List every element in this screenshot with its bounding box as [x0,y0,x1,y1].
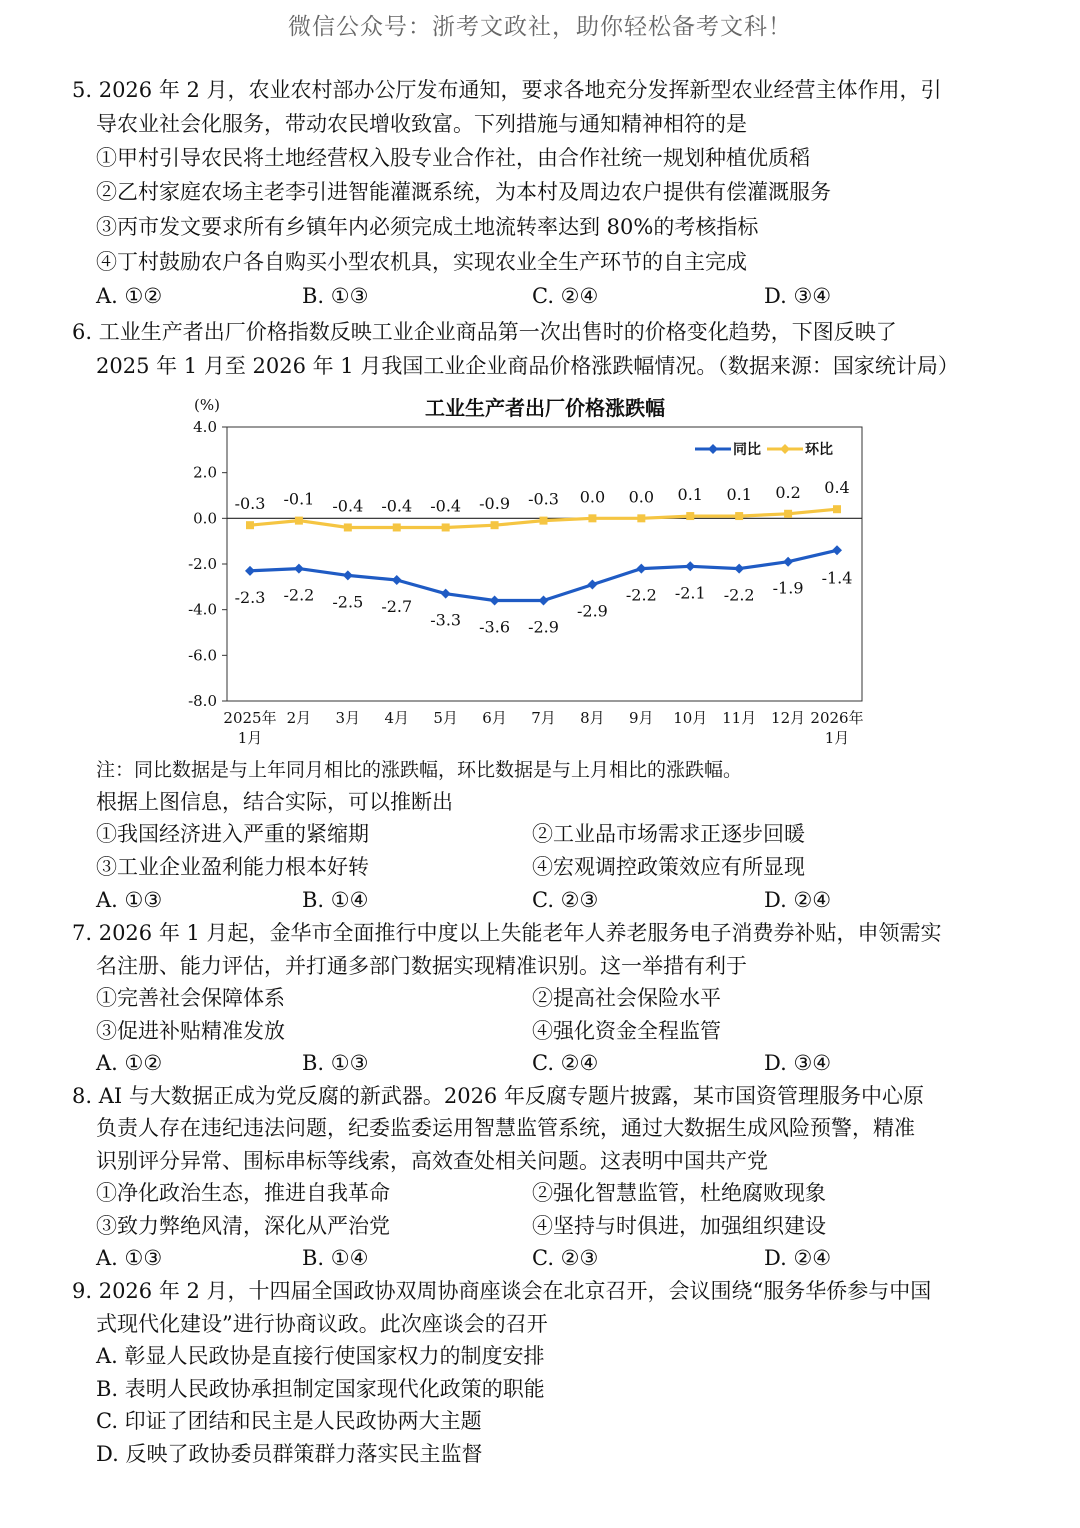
q9-choice-a[interactable]: A. 彰显人民政协是直接行使国家权力的制度安排 [96,1344,545,1368]
q7-choice-c[interactable]: C. ②④ [532,1051,599,1075]
chart-point-yoy [294,564,304,574]
chart-x-tick-label: 12月 [771,709,806,727]
q5-choice-d[interactable]: D. ③④ [764,284,832,308]
q7-stem-line-1: 7. 2026 年 1 月起，金华市全面推行中度以上失能老年人养老服务电子消费券补贴，申领需实 [72,921,942,945]
chart-data-label-yoy: -2.2 [625,585,657,605]
chart-x-tick-label: 2月 [286,709,312,727]
chart-data-label-mom: 0.0 [579,487,606,507]
chart-point-mom [295,517,303,525]
chart-point-mom [540,517,548,525]
q5-stem-line-1: 5. 2026 年 2 月，农业农村部办公厅发布通知，要求各地充分发挥新型农业经营主体作用，引 [72,78,942,102]
chart-x-tick-label: 9月 [629,709,654,727]
q6-item-4: ④宏观调控政策效应有所显现 [532,855,805,879]
chart-x-tick-label: 6月 [482,709,507,727]
chart-data-label-mom: 0.1 [677,485,703,505]
q7-choice-b[interactable]: B. ①③ [302,1051,369,1075]
q6-choice-c[interactable]: C. ②③ [532,888,599,912]
chart-y-unit: (%) [194,396,220,414]
chart-data-label-mom: 0.2 [775,482,801,502]
chart-point-mom [442,523,450,531]
q7-item-4: ④强化资金全程监管 [532,1019,721,1043]
chart-y-tick-label: -8.0 [188,692,217,710]
chart-x-tick-label: 1月 [824,729,850,747]
q6-choice-b[interactable]: B. ①④ [302,888,369,912]
chart-y-tick-label: 0.0 [193,509,217,528]
q5-choice-b[interactable]: B. ①③ [302,284,369,308]
q8-stem-line-2: 负责人存在违纪违法问题，纪委监委运用智慧监管系统，通过大数据生成风险预警，精准 [96,1116,915,1140]
chart-data-label-mom: -0.9 [479,494,511,514]
chart-data-label-yoy: -3.3 [430,610,462,630]
chart-point-yoy [343,570,353,580]
q8-stem-line-3: 识别评分异常、围标串标等线索，高效查处相关问题。这表明中国共产党 [96,1149,768,1173]
q6-item-1: ①我国经济进入严重的紧缩期 [96,822,369,846]
chart-point-mom [784,510,792,518]
q6-choice-d[interactable]: D. ②④ [764,888,832,912]
chart-y-tick-label: -4.0 [188,600,217,619]
q8-choice-c[interactable]: C. ②③ [532,1246,599,1270]
chart-x-tick-label: 1月 [237,729,263,747]
q8-choice-a[interactable]: A. ①③ [96,1246,163,1270]
chart-point-mom [686,512,694,520]
q7-choice-d[interactable]: D. ③④ [764,1051,832,1075]
chart-x-tick-label: 5月 [433,709,458,727]
chart-data-label-mom: -0.3 [528,489,559,509]
q6-stem-line-2: 2025 年 1 月至 2026 年 1 月我国工业企业商品价格涨跌幅情况。（数据来源：国家统计局） [96,354,959,378]
q9-choice-b[interactable]: B. 表明人民政协承担制定国家现代化政策的职能 [96,1377,545,1401]
chart-point-yoy [734,564,744,574]
chart-data-label-yoy: -2.9 [576,601,608,621]
q8-item-4: ④坚持与时俱进，加强组织建设 [532,1214,826,1238]
chart-data-label-yoy: -2.5 [332,592,364,612]
q7-item-1: ①完善社会保障体系 [96,986,285,1010]
q8-item-2: ②强化智慧监管，杜绝腐败现象 [532,1181,826,1205]
chart-legend-label: 环比 [805,442,833,458]
chart-data-label-yoy: -2.2 [283,585,315,605]
q5-stem-line-2: 导农业社会化服务，带动农民增收致富。下列措施与通知精神相符的是 [96,112,747,136]
chart-point-mom [833,505,841,513]
q5-choice-c[interactable]: C. ②④ [532,284,599,308]
chart-point-mom [735,512,743,520]
chart-point-yoy [783,557,793,567]
chart-data-label-mom: 0.4 [824,478,850,498]
chart-data-label-yoy: -2.3 [234,587,266,607]
q8-choice-b[interactable]: B. ①④ [302,1246,369,1270]
chart-x-tick-label: 4月 [384,709,410,727]
chart-x-tick-label: 7月 [531,709,556,727]
chart-x-tick-label: 3月 [335,709,361,727]
q6-stem-line-1: 6. 工业生产者出厂价格指数反映工业企业商品第一次出售时的价格变化趋势，下图反映了 [72,320,897,344]
chart-legend-label: 同比 [733,442,761,458]
chart-data-label-mom: -0.1 [283,489,315,509]
q7-item-2: ②提高社会保险水平 [532,986,721,1010]
q5-item-3: ③丙市发文要求所有乡镇年内必须完成土地流转率达到 80%的考核指标 [96,215,759,239]
chart-point-mom [246,521,254,529]
chart-point-yoy [832,545,842,555]
q8-choice-d[interactable]: D. ②④ [764,1246,832,1270]
chart-y-tick-label: -2.0 [188,555,217,573]
chart-point-yoy [539,596,549,606]
chart-point-yoy [392,575,402,585]
chart-point-yoy [636,564,646,574]
chart-legend-marker [708,444,718,454]
q7-choice-a[interactable]: A. ①② [96,1051,163,1075]
chart-data-label-mom: 0.1 [726,485,752,505]
chart-data-label-mom: -0.4 [332,496,364,516]
q8-stem-line-1: 8. AI 与大数据正成为党反腐的新武器。2026 年反腐专题片披露，某市国资管理服务中心原 [72,1084,924,1108]
chart-title: 工业生产者出厂价格涨跌幅 [425,396,665,420]
chart-data-label-mom: -0.4 [381,496,413,516]
chart-data-label-mom: -0.3 [234,494,266,514]
chart-data-label-yoy: -1.4 [821,568,853,588]
q8-item-3: ③致力弊绝风清，深化从严治党 [96,1214,390,1238]
chart-point-yoy [245,566,255,576]
chart-legend-marker [780,444,790,454]
q6-note: 注：同比数据是与上年同月相比的涨跌幅，环比数据是与上月相比的涨跌幅。 [96,759,743,781]
chart-y-tick-label: 4.0 [193,418,217,436]
q5-item-2: ②乙村家庭农场主老李引进智能灌溉系统，为本村及周边农户提供有偿灌溉服务 [96,180,831,204]
page-header: 微信公众号：浙考文政社，助你轻松备考文科！ [288,14,792,40]
chart-y-tick-label: -6.0 [188,646,217,665]
q6-choice-a[interactable]: A. ①③ [96,888,163,912]
chart-point-yoy [490,596,500,606]
chart-x-tick-label: 2026年 [810,709,864,727]
q6-ask: 根据上图信息，结合实际，可以推断出 [96,790,453,814]
chart-data-label-mom: 0.0 [628,487,655,507]
chart-x-tick-label: 8月 [580,709,605,727]
chart-point-yoy [441,589,451,599]
q9-stem-line-1: 9. 2026 年 2 月，十四届全国政协双周协商座谈会在北京召开，会议围绕“服务华侨参与中国 [72,1279,932,1303]
chart-data-label-yoy: -2.7 [381,596,413,616]
q5-item-4: ④丁村鼓励农户各自购买小型农机具，实现农业全生产环节的自主完成 [96,250,747,274]
q6-item-3: ③工业企业盈利能力根本好转 [96,855,369,879]
q5-item-1: ①甲村引导农民将土地经营权入股专业合作社，由合作社统一规划种植优质稻 [96,146,810,170]
chart-point-yoy [587,580,597,590]
chart-point-mom [588,514,596,522]
ppi-line-chart [180,388,880,748]
chart-point-mom [393,523,401,531]
chart-x-tick-label: 2025年 [223,709,277,727]
chart-data-label-yoy: -3.6 [479,617,511,637]
chart-data-label-yoy: -2.1 [674,583,706,603]
q6-item-2: ②工业品市场需求正逐步回暖 [532,822,805,846]
q9-choice-d[interactable]: D. 反映了政协委员群策群力落实民主监督 [96,1442,483,1466]
chart-point-mom [491,521,499,529]
chart-data-label-mom: -0.4 [430,496,462,516]
chart-point-mom [637,514,645,522]
chart-data-label-yoy: -2.2 [723,585,755,605]
chart-point-yoy [685,561,695,571]
chart-data-label-yoy: -1.9 [772,578,804,598]
q7-stem-line-2: 名注册、能力评估，并打通多部门数据实现精准识别。这一举措有利于 [96,954,747,978]
chart-data-label-yoy: -2.9 [528,617,559,637]
q7-item-3: ③促进补贴精准发放 [96,1019,285,1043]
chart-x-tick-label: 11月 [722,709,757,727]
q9-stem-line-2: 式现代化建设”进行协商议政。此次座谈会的召开 [96,1312,548,1336]
q5-choice-a[interactable]: A. ①② [96,284,163,308]
chart-point-mom [344,523,352,531]
q9-choice-c[interactable]: C. 印证了团结和民主是人民政协两大主题 [96,1409,482,1433]
chart-x-tick-label: 10月 [673,709,708,727]
chart-y-tick-label: 2.0 [193,463,217,482]
q8-item-1: ①净化政治生态，推进自我革命 [96,1181,390,1205]
